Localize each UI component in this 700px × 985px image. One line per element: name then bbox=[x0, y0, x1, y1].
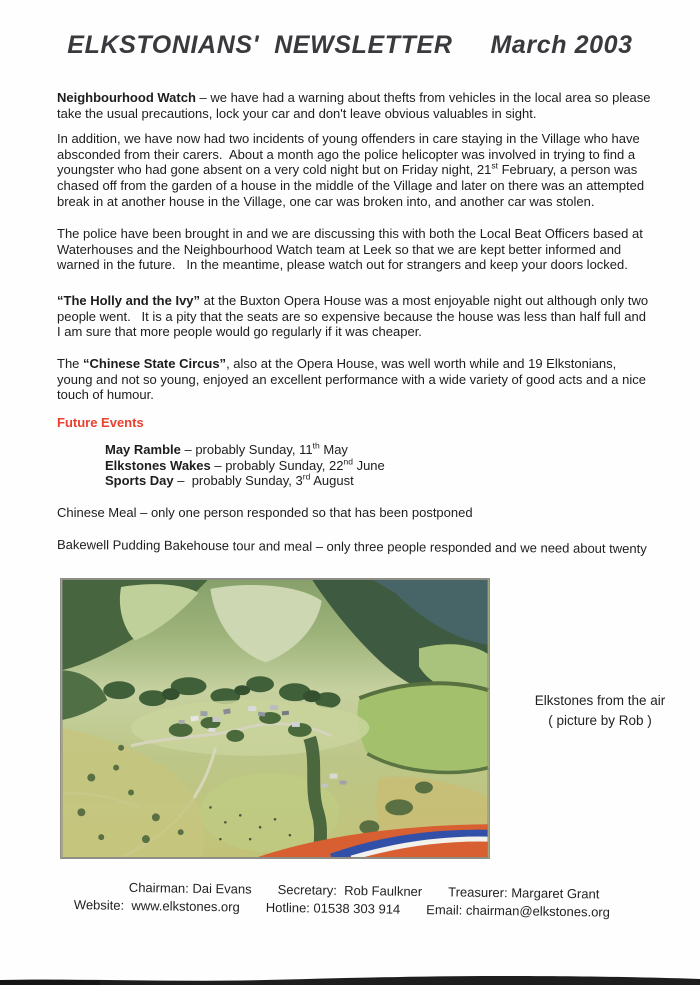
text-line: In addition, we have now had two incidents of young offenders in care staying in the Village who have bbox=[57, 131, 640, 146]
footer bbox=[0, 878, 700, 923]
event-item-may-ramble: May Ramble – probably Sunday, 11th May bbox=[105, 440, 348, 457]
caption-line-2: ( picture by Rob ) bbox=[548, 713, 652, 728]
text-line: youngster who had gone absent on a very cold night but on Friday night, 21st February, a person was bbox=[57, 161, 638, 178]
page-title bbox=[0, 31, 700, 60]
note-chinese-meal bbox=[57, 505, 657, 521]
text-line: The police have been brought in and we are discussing this with both the Local Beat Officers based at bbox=[57, 226, 643, 241]
caption-line-1: Elkstones from the air bbox=[534, 693, 666, 708]
footer-hotline: Hotline: 01538 303 914 bbox=[265, 899, 401, 917]
text-line: take the usual precautions, lock your car and don't leave obvious valuables in sight. bbox=[57, 105, 537, 121]
text-line: I am sure that more people would go regularly if it was cheaper. bbox=[57, 324, 422, 340]
text-line: warned in the future. In the meantime, please watch out for strangers and keep your doors locked. bbox=[57, 257, 628, 273]
text-line: Bakewell Pudding Bakehouse tour and meal – only three people responded and we need about twenty bbox=[56, 537, 647, 557]
issue-date: March 2003 bbox=[490, 31, 633, 59]
footer-website: Website: www.elkstones.org bbox=[73, 896, 240, 914]
text-line: Waterhouses and the Neighbourhood Watch team at Leek so that we are kept better informed and bbox=[57, 241, 622, 257]
future-events-list bbox=[57, 442, 657, 489]
text-line: absconded from their carers. About a month ago the police helicopter was involved in trying to find a bbox=[57, 146, 636, 162]
paragraph-neighbourhood-watch bbox=[57, 90, 657, 121]
footer-chairman: Chairman: Dai Evans bbox=[128, 879, 252, 897]
text-line: break in at another house in the Village, one car was broken into, and another car was stolen. bbox=[57, 193, 595, 209]
future-events-heading: Future Events bbox=[57, 415, 144, 430]
scan-edge-artifact bbox=[0, 973, 700, 985]
event-item-elkstones-wakes: Elkstones Wakes – probably Sunday, 22nd June bbox=[105, 456, 385, 473]
event-item-sports-day: Sports Day – probably Sunday, 3rd August bbox=[105, 472, 354, 489]
text-line: The “Chinese State Circus”, also at the Opera House, was well worth while and 19 Elkstonians, bbox=[57, 356, 617, 371]
aerial-photo bbox=[60, 578, 490, 859]
footer-email: Email: chairman@elkstones.org bbox=[426, 901, 611, 920]
paragraph-holly-and-ivy bbox=[57, 293, 657, 340]
text-line: “The Holly and the Ivy” at the Buxton Opera House was a most enjoyable night out although only two bbox=[57, 293, 649, 308]
newsletter-name: ELKSTONIANS' NEWSLETTER bbox=[67, 31, 453, 59]
text-line: Chinese Meal – only one person responded so that has been postponed bbox=[57, 505, 473, 520]
paragraph-chinese-state-circus bbox=[57, 356, 657, 403]
paragraph-police bbox=[57, 226, 657, 273]
footer-secretary: Secretary: Rob Faulkner bbox=[277, 881, 423, 900]
text-line: touch of humour. bbox=[57, 387, 154, 403]
text-line: people went. It is a pity that the seats are so expensive because the house was less than half full and bbox=[57, 308, 646, 324]
paragraph-young-offenders bbox=[57, 131, 657, 209]
aerial-photo-image bbox=[61, 579, 489, 858]
footer-treasurer: Treasurer: Margaret Grant bbox=[448, 884, 600, 902]
text-line: chased off from the garden of a house in the middle of the Village and later on there was an attempted bbox=[57, 178, 645, 194]
photo-caption bbox=[502, 691, 698, 731]
note-bakewell-pudding bbox=[57, 537, 657, 557]
text-line: young and not so young, enjoyed an excellent performance with a wide variety of good acts and a nice bbox=[57, 371, 646, 387]
text-line: Neighbourhood Watch – we have had a warning about thefts from vehicles in the local area so please bbox=[57, 90, 651, 105]
